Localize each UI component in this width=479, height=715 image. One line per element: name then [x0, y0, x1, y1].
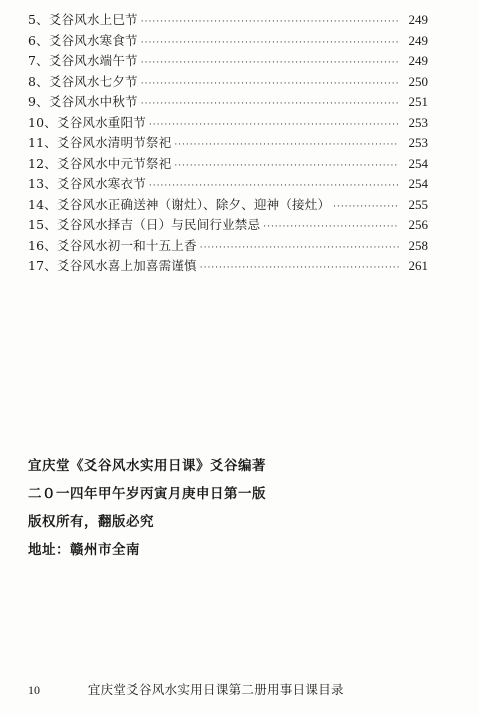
toc-entry-title: 15、爻谷风水择吉（日）与民间行业禁忌: [28, 217, 261, 232]
toc-entry-page: 249: [408, 12, 428, 27]
toc-entry-title: 14、爻谷风水正确送神（谢灶）、除夕、迎神（接灶）: [28, 196, 331, 212]
toc-entry-page: 258: [408, 237, 428, 253]
toc-entry-page: 255: [408, 196, 428, 212]
toc-entry-page: 253: [408, 135, 428, 150]
toc-entry-title: 13、爻谷风水寒衣节: [28, 176, 146, 191]
author-line: 宜庆堂《爻谷风水实用日课》爻谷编著: [28, 458, 266, 474]
toc-entry-title: 7、爻谷风水端午节: [28, 53, 138, 68]
toc-entry: [28, 51, 428, 72]
toc-leader-dots: [141, 12, 399, 33]
toc-entry: [28, 31, 428, 52]
toc-leader-dots: [174, 156, 399, 177]
toc-entry-page: 251: [408, 94, 428, 109]
toc-entry-title: 11、爻谷风水清明节祭祀: [28, 135, 172, 150]
toc-entry: [28, 215, 428, 236]
toc-entry: [28, 154, 428, 175]
toc-leader-dots: [149, 176, 399, 197]
toc-entry-title: 8、爻谷风水七夕节: [28, 73, 138, 89]
toc-entry-page: 261: [408, 258, 428, 273]
toc-leader-dots: [200, 258, 399, 279]
edition-line: 二０一四年甲午岁丙寅月庚申日第一版: [28, 486, 266, 502]
toc-entry-page: 249: [408, 53, 428, 68]
toc-entry-title: 6、爻谷风水寒食节: [28, 32, 138, 48]
toc-leader-dots: [141, 74, 399, 95]
toc-entry-title: 9、爻谷风水中秋节: [28, 94, 138, 109]
toc-entry-page: 249: [408, 32, 428, 48]
toc-leader-dots: [141, 53, 399, 74]
toc-entry-title: 12、爻谷风水中元节祭祀: [28, 155, 172, 171]
address-line: 地址：赣州市全南: [28, 542, 140, 558]
toc-entry-title: 5、爻谷风水上巳节: [28, 12, 138, 27]
toc-leader-dots: [141, 94, 399, 115]
copyright-line: 版权所有，翻版必究: [28, 514, 154, 530]
toc-entry-page: 250: [408, 73, 428, 89]
toc-leader-dots: [149, 115, 399, 136]
toc-entry-title: 17、爻谷风水喜上加喜需谨慎: [28, 258, 197, 273]
toc-entry: [28, 174, 428, 195]
toc-leader-dots: [174, 135, 399, 156]
toc-entry: [28, 113, 428, 134]
toc-entry: [28, 256, 428, 277]
toc-entry: [28, 72, 428, 93]
toc-entry: [28, 92, 428, 113]
toc-entry-page: 256: [408, 217, 428, 232]
toc-entry-title: 10、爻谷风水重阳节: [28, 114, 146, 130]
toc-leader-dots: [141, 33, 399, 54]
toc-entry: [28, 195, 428, 216]
page-number: 10: [28, 683, 40, 697]
page-footer: [28, 680, 448, 700]
toc-entry: [28, 10, 428, 31]
toc-leader-dots: [333, 197, 399, 218]
running-title: 宜庆堂爻谷风水实用日课第二册用事日课目录: [87, 682, 344, 697]
table-of-contents: [28, 10, 428, 277]
toc-leader-dots: [200, 238, 399, 259]
colophon: [28, 452, 448, 564]
toc-entry: [28, 236, 428, 257]
toc-entry: [28, 133, 428, 154]
toc-entry-page: 254: [408, 176, 428, 191]
toc-leader-dots: [263, 217, 399, 238]
toc-entry-page: 254: [408, 155, 428, 171]
toc-entry-page: 253: [408, 114, 428, 130]
toc-entry-title: 16、爻谷风水初一和十五上香: [28, 237, 197, 253]
